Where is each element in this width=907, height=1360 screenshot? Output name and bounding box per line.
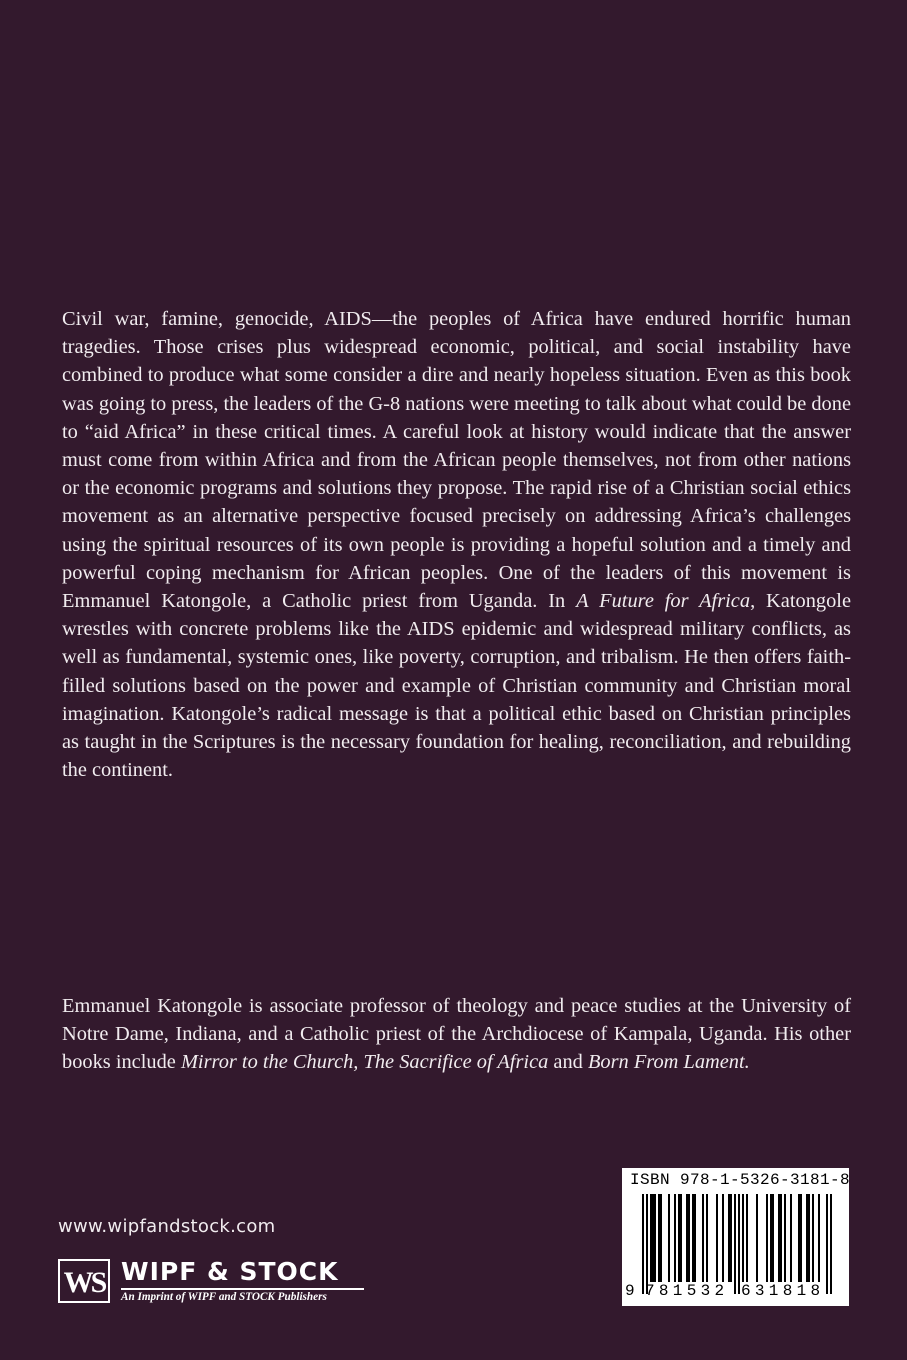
barcode-bar xyxy=(738,1194,740,1294)
barcode-bar xyxy=(680,1194,682,1282)
isbn-label: ISBN 978-1-5326-3181-8 xyxy=(630,1171,851,1189)
barcode-bar xyxy=(688,1194,690,1282)
barcode-bar xyxy=(766,1194,768,1282)
barcode-bar xyxy=(660,1194,662,1282)
barcode-bar xyxy=(780,1194,782,1282)
barcode-bar xyxy=(742,1194,744,1282)
barcode-bar xyxy=(826,1194,828,1294)
barcode-bar xyxy=(730,1194,732,1282)
ws-logo-icon xyxy=(58,1259,110,1303)
italic-title-run: Mirror to the Church, The Sacrifice of Africa xyxy=(180,1051,549,1074)
barcode-bar xyxy=(642,1194,644,1294)
barcode-bar xyxy=(716,1194,718,1282)
barcode-bar xyxy=(790,1194,792,1282)
text-run: , Katongole wrestles with concrete problems like the AIDS epidemic and widespread military conflicts, as well as fundamental, systemic ones, like poverty, corruption, and tribalism. He then offers faith-filled solutions based on the power and example of Christian community and Christian moral imagination. Katongole’s radical message is that a political ethic based on Christian principles as taught in the Scriptures is the necessary foundation for healing, reconciliation, and rebuilding the continent. xyxy=(62,590,851,782)
publisher-logo xyxy=(58,1259,378,1305)
barcode-bar xyxy=(650,1194,652,1282)
barcode-bar xyxy=(808,1194,810,1282)
publisher-divider xyxy=(121,1288,364,1290)
barcode-bar xyxy=(654,1194,656,1282)
barcode-bar xyxy=(806,1194,808,1282)
publisher-name: WIPF & STOCK xyxy=(121,1257,339,1286)
ws-logo-letters: WS xyxy=(63,1266,105,1299)
publisher-tagline: An Imprint of WIPF and STOCK Publishers xyxy=(121,1291,327,1303)
publisher-website[interactable]: www.wipfandstock.com xyxy=(58,1216,276,1237)
text-run: Civil war, famine, genocide, AIDS—the peoples of Africa have endured horrific human tragedies. Those crises plus widespread economic, political, and social instability have combined to produce what some consider a dire and nearly hopeless situation. Even as this book was going to press, the leaders of the G-8 nations were meeting to talk about what could be done to “aid Africa” in these critical times. A careful look at history would indicate that the answer must come from within Africa and from the African people themselves, not from other nations or the economic programs and solutions they propose. The rapid rise of a Christian social ethics movement as an alternative perspective focused precisely on addressing Africa’s challenges using the spiritual resources of its own people is providing a hopeful solution and a timely and powerful coping mechanism for African peoples. One of the leaders of this movement is Emmanuel Katongole, a Catholic priest from Uganda. In xyxy=(62,308,851,613)
italic-title-run: Born From Lament. xyxy=(587,1051,750,1074)
barcode-bar xyxy=(812,1194,814,1282)
barcode-bar xyxy=(756,1194,758,1282)
text-run: Emmanuel Katongole is associate professor of theology and peace studies at the University of Notre Dame, Indiana, and a Catholic priest of the Archdiocese of Kampala, Uganda. His other books include xyxy=(62,995,851,1074)
barcode-bar xyxy=(746,1194,748,1282)
barcode-bar xyxy=(678,1194,680,1282)
barcode-bar xyxy=(728,1194,730,1282)
barcode-bar xyxy=(772,1194,774,1282)
barcode-bar xyxy=(646,1194,648,1294)
barcode-bar xyxy=(652,1194,654,1282)
barcode-digits-right: 631818 xyxy=(741,1282,825,1300)
book-description xyxy=(62,305,851,784)
barcode-bar xyxy=(686,1194,688,1282)
barcode-bar xyxy=(674,1194,676,1282)
italic-title-run: A Future for Africa xyxy=(576,590,751,613)
barcode-bar xyxy=(778,1194,780,1282)
barcode-bar xyxy=(818,1194,820,1282)
barcode-bar xyxy=(734,1194,736,1294)
barcode-bar xyxy=(722,1194,724,1282)
barcode-bar xyxy=(692,1194,694,1282)
barcode-bar xyxy=(800,1194,802,1282)
isbn-barcode xyxy=(622,1168,849,1306)
barcode-bar xyxy=(706,1194,708,1282)
barcode-bar xyxy=(658,1194,660,1282)
barcode-bar xyxy=(702,1194,704,1282)
barcode-bar xyxy=(694,1194,696,1282)
barcode-bar xyxy=(830,1194,832,1294)
barcode-bar xyxy=(770,1194,772,1282)
text-run: and xyxy=(548,1051,588,1074)
barcode-digits-left: 781532 xyxy=(645,1282,729,1300)
author-bio xyxy=(62,992,851,1077)
barcode-bar xyxy=(798,1194,800,1282)
barcode-digit-lead: 9 xyxy=(625,1282,635,1300)
barcode-bar xyxy=(668,1194,670,1282)
barcode-bar xyxy=(784,1194,786,1282)
